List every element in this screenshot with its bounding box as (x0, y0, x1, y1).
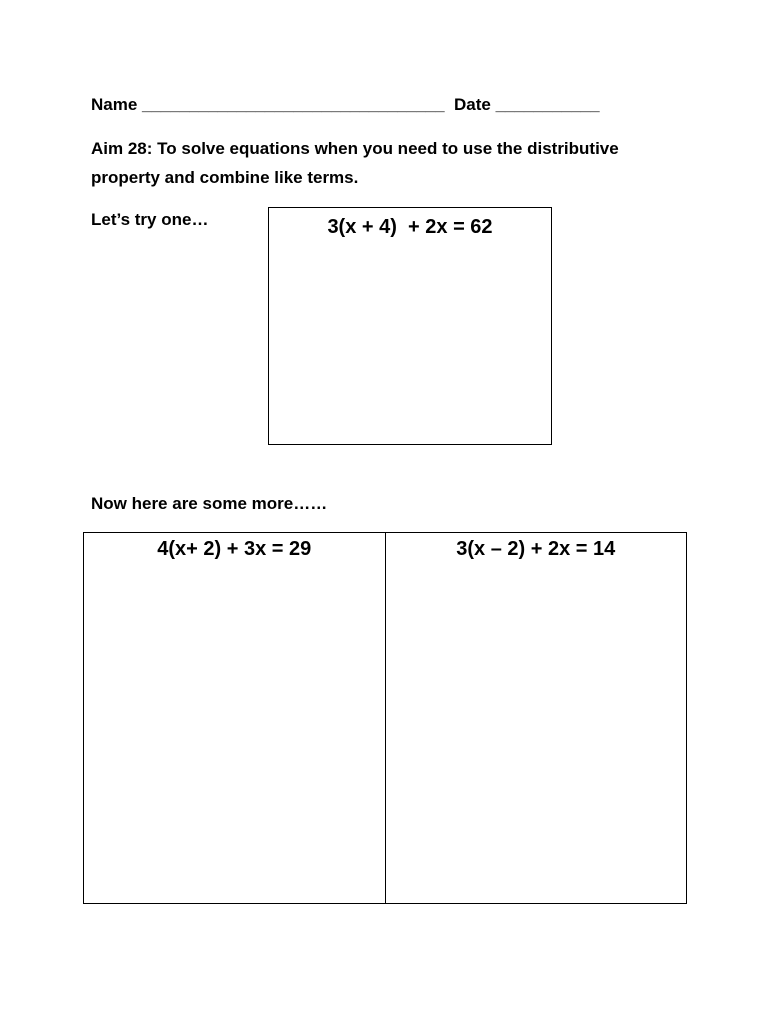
practice-cell-2 (385, 533, 687, 903)
example-equation: 3(x + 4) + 2x = 62 (327, 216, 493, 238)
practice-table (83, 532, 687, 904)
example-prompt: Let’s try one… (91, 210, 209, 229)
practice-equation-1: 4(x+ 2) + 3x = 29 (157, 538, 312, 560)
aim-statement-line-1: Aim 28: To solve equations when you need to use the distributive (91, 139, 619, 158)
example-work-box (268, 207, 552, 445)
practice-prompt: Now here are some more…… (91, 494, 328, 513)
practice-cell-1 (84, 533, 385, 903)
aim-statement-line-2: property and combine like terms. (91, 168, 359, 187)
name-date-line: Name ________________________________ Date ___________ (91, 95, 600, 114)
practice-equation-2: 3(x – 2) + 2x = 14 (456, 538, 616, 560)
